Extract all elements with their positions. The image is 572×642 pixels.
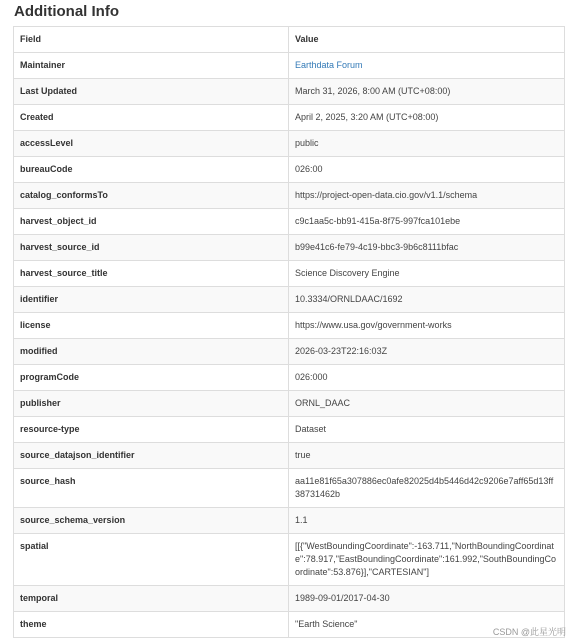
- row-value: Science Discovery Engine: [289, 261, 565, 287]
- table-row: [14, 53, 565, 79]
- row-key: theme: [14, 612, 289, 638]
- table-row: [14, 261, 565, 287]
- row-key: harvest_source_title: [14, 261, 289, 287]
- row-key: temporal: [14, 586, 289, 612]
- table-row: [14, 586, 565, 612]
- row-key: identifier: [14, 287, 289, 313]
- row-value: [289, 53, 565, 79]
- table-row: [14, 534, 565, 586]
- table-row: [14, 209, 565, 235]
- table-row: [14, 235, 565, 261]
- row-value: "Earth Science": [289, 612, 565, 638]
- table-row: [14, 443, 565, 469]
- row-value: https://www.usa.gov/government-works: [289, 313, 565, 339]
- row-value: b99e41c6-fe79-4c19-bbc3-9b6c8111bfac: [289, 235, 565, 261]
- table-row: [14, 105, 565, 131]
- row-value: March 31, 2026, 8:00 AM (UTC+08:00): [289, 79, 565, 105]
- row-value: [[{"WestBoundingCoordinate":-163.711,"NorthBoundingCoordinate":78.917,"EastBoundingCoordinate":161.992,"SouthBoundingCoordinate":53.876}],"CARTESIAN"]: [289, 534, 565, 586]
- row-value: aa11e81f65a307886ec0afe82025d4b5446d42c9206e7aff65d13ff38731462b: [289, 469, 565, 508]
- row-key: publisher: [14, 391, 289, 417]
- maintainer-link[interactable]: Earthdata Forum: [295, 60, 363, 70]
- column-header-field: Field: [14, 27, 289, 53]
- table-row: [14, 339, 565, 365]
- table-row: [14, 287, 565, 313]
- row-key: Created: [14, 105, 289, 131]
- table-row: [14, 131, 565, 157]
- row-key: license: [14, 313, 289, 339]
- table-row: [14, 313, 565, 339]
- row-key: spatial: [14, 534, 289, 586]
- row-key: Last Updated: [14, 79, 289, 105]
- table-row: [14, 508, 565, 534]
- row-key: resource-type: [14, 417, 289, 443]
- table-row: [14, 417, 565, 443]
- row-value: c9c1aa5c-bb91-415a-8f75-997fca101ebe: [289, 209, 565, 235]
- row-value: public: [289, 131, 565, 157]
- table-row: [14, 612, 565, 638]
- table-row: [14, 79, 565, 105]
- row-key: source_datajson_identifier: [14, 443, 289, 469]
- row-key: source_schema_version: [14, 508, 289, 534]
- row-value: ORNL_DAAC: [289, 391, 565, 417]
- table-row: [14, 157, 565, 183]
- column-header-value: Value: [289, 27, 565, 53]
- table-row: [14, 469, 565, 508]
- row-key: harvest_source_id: [14, 235, 289, 261]
- table-header-row: [14, 27, 565, 53]
- row-key: programCode: [14, 365, 289, 391]
- row-key: source_hash: [14, 469, 289, 508]
- row-value: true: [289, 443, 565, 469]
- section-title: Additional Info: [14, 3, 119, 20]
- watermark-text: CSDN @此星光明: [492, 627, 566, 637]
- row-value: 1989-09-01/2017-04-30: [289, 586, 565, 612]
- row-value: https://project-open-data.cio.gov/v1.1/schema: [289, 183, 565, 209]
- row-key: harvest_object_id: [14, 209, 289, 235]
- table-row: [14, 365, 565, 391]
- row-key: Maintainer: [14, 53, 289, 79]
- row-value: 026:00: [289, 157, 565, 183]
- row-value: 1.1: [289, 508, 565, 534]
- row-value: 026:000: [289, 365, 565, 391]
- row-value: April 2, 2025, 3:20 AM (UTC+08:00): [289, 105, 565, 131]
- row-key: accessLevel: [14, 131, 289, 157]
- row-key: modified: [14, 339, 289, 365]
- row-value: Dataset: [289, 417, 565, 443]
- additional-info-table: [13, 26, 565, 638]
- row-value: 2026-03-23T22:16:03Z: [289, 339, 565, 365]
- table-row: [14, 391, 565, 417]
- row-key: bureauCode: [14, 157, 289, 183]
- row-key: catalog_conformsTo: [14, 183, 289, 209]
- row-value: 10.3334/ORNLDAAC/1692: [289, 287, 565, 313]
- table-row: [14, 183, 565, 209]
